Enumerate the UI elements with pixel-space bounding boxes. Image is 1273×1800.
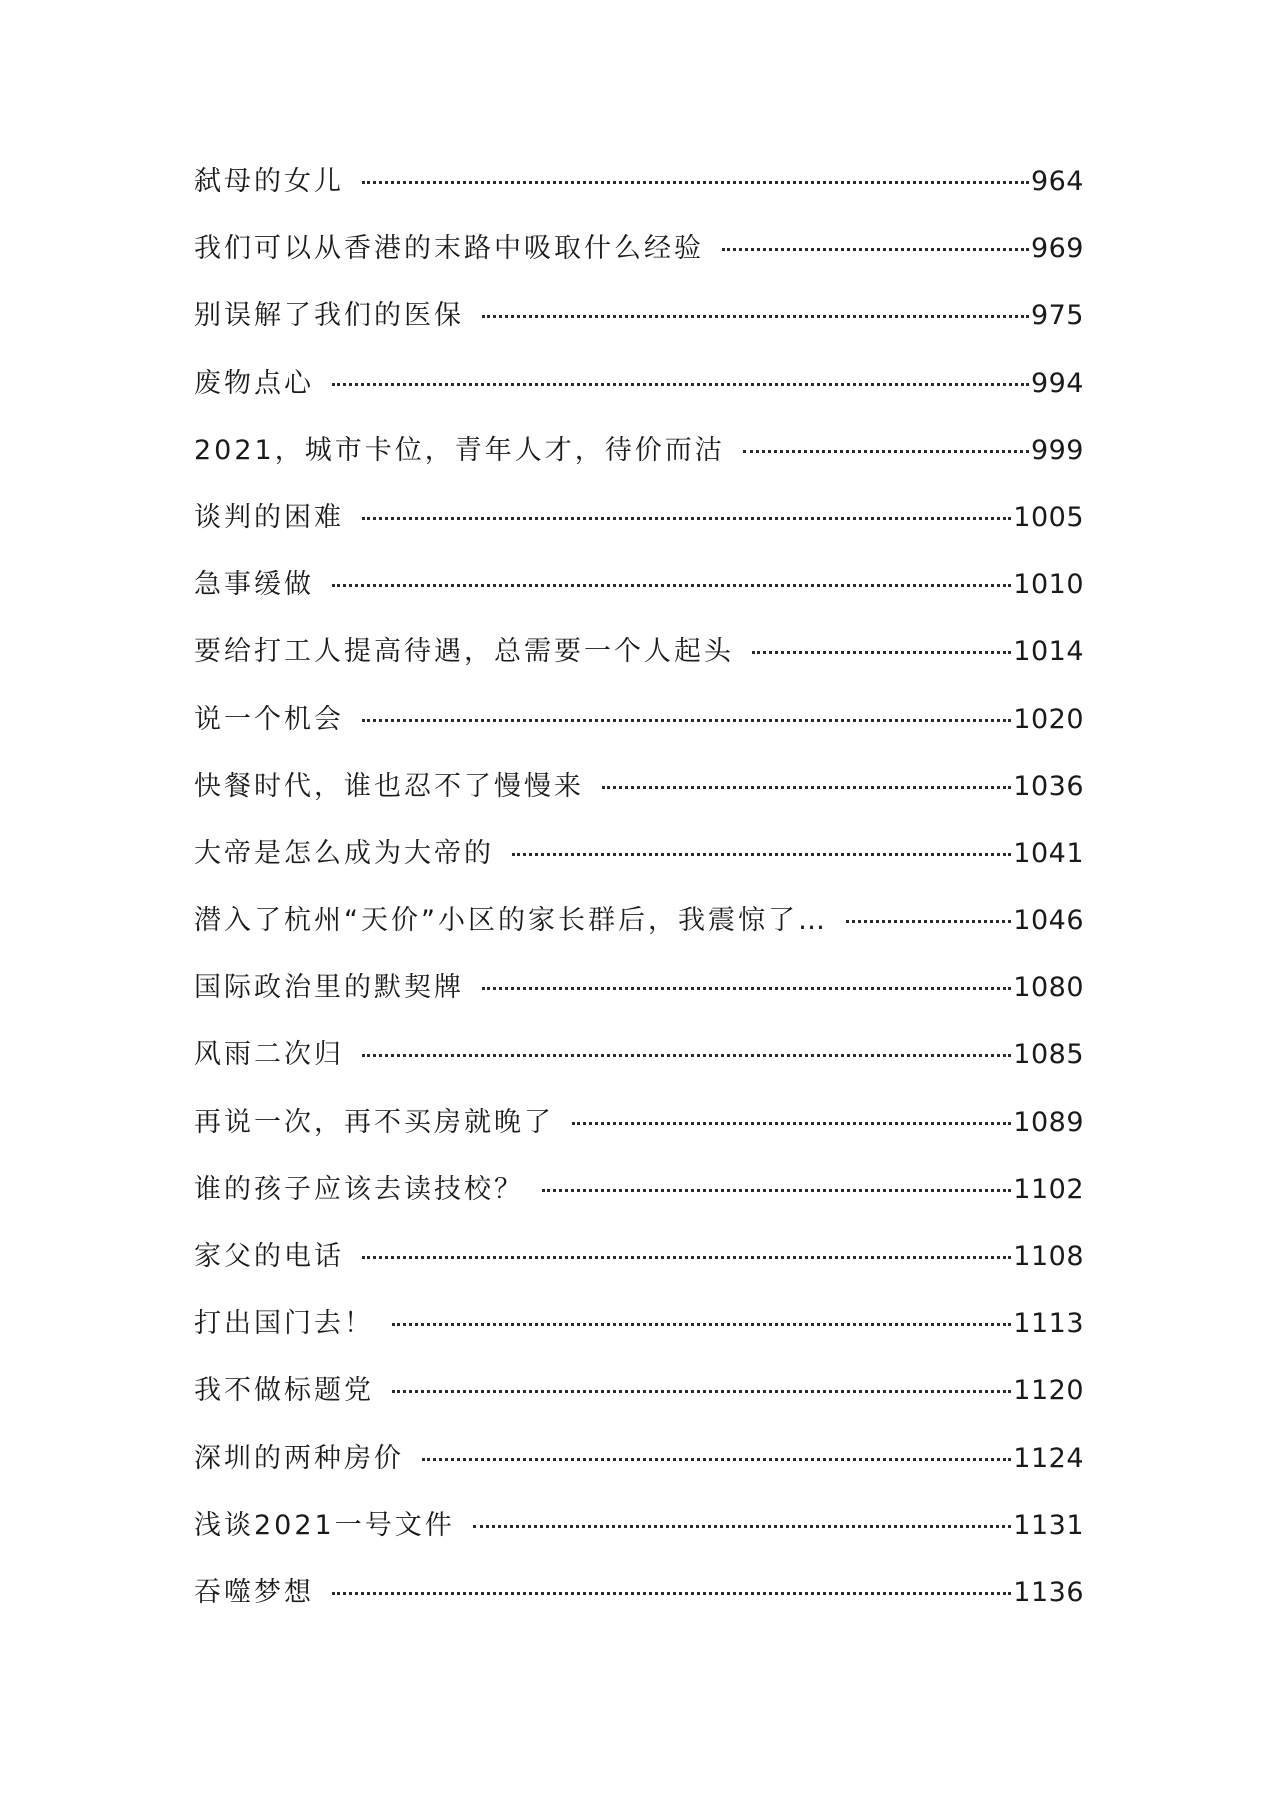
toc-entry[interactable]	[194, 968, 1084, 1035]
toc-entry[interactable]	[194, 1237, 1084, 1304]
dot-leader	[542, 1189, 1011, 1192]
toc-entry-title: 再说一次，再不买房就晚了	[194, 1106, 554, 1138]
dot-leader	[722, 248, 1029, 251]
dot-leader	[422, 1458, 1011, 1461]
toc-entry-title: 家父的电话	[194, 1241, 344, 1272]
toc-entry-title: 浅谈2021一号文件	[194, 1509, 455, 1541]
dot-leader	[362, 719, 1011, 722]
toc-entry[interactable]	[194, 700, 1084, 767]
table-of-contents	[194, 162, 1084, 1640]
dot-leader	[332, 383, 1029, 386]
dot-leader	[482, 315, 1029, 318]
toc-entry-title: 急事缓做	[194, 569, 314, 601]
dot-leader	[743, 450, 1029, 453]
dot-leader	[332, 584, 1011, 587]
toc-entry[interactable]	[194, 1506, 1084, 1573]
toc-entry-page-number: 1136	[1013, 1576, 1084, 1608]
dot-leader	[752, 651, 1011, 654]
dot-leader	[392, 1390, 1011, 1393]
toc-entry-page-number: 1113	[1013, 1308, 1084, 1340]
toc-entry-title: 别误解了我们的医保	[194, 300, 464, 332]
toc-entry-title: 我不做标题党	[194, 1375, 374, 1407]
toc-entry[interactable]	[194, 632, 1084, 699]
toc-entry-title: 深圳的两种房价	[194, 1442, 404, 1474]
toc-entry-page-number: 1005	[1013, 501, 1084, 533]
dot-leader	[512, 853, 1011, 856]
dot-leader	[392, 1323, 1011, 1326]
dot-leader	[473, 1525, 1012, 1528]
toc-entry[interactable]	[194, 1439, 1084, 1506]
toc-entry-title: 我们可以从香港的末路中吸取什么经验	[194, 233, 704, 265]
dot-leader	[572, 1122, 1011, 1125]
toc-entry[interactable]	[194, 296, 1084, 363]
toc-entry[interactable]	[194, 1103, 1084, 1170]
dot-leader	[362, 181, 1029, 184]
toc-entry-page-number: 1080	[1013, 972, 1084, 1004]
toc-entry[interactable]	[194, 498, 1084, 565]
toc-entry-title: 打出国门去！	[194, 1308, 374, 1340]
toc-entry-page-number: 969	[1030, 233, 1084, 265]
toc-entry-page-number: 1089	[1013, 1106, 1084, 1138]
dot-leader	[362, 1054, 1011, 1057]
toc-entry-title: 弑母的女儿	[194, 166, 344, 197]
toc-entry-page-number: 1046	[1013, 905, 1084, 937]
toc-entry-page-number: 975	[1030, 300, 1084, 332]
toc-entry-title: 风雨二次归	[194, 1039, 344, 1071]
toc-entry-title: 2021，城市卡位，青年人才，待价而沽	[194, 434, 725, 466]
dot-leader	[362, 517, 1011, 520]
toc-entry-page-number: 1102	[1013, 1173, 1084, 1205]
toc-entry[interactable]	[194, 901, 1084, 968]
toc-entry[interactable]	[194, 834, 1084, 901]
toc-entry-title: 说一个机会	[194, 703, 344, 735]
toc-entry-title: 谁的孩子应该去读技校？	[194, 1173, 524, 1205]
toc-entry-title: 潜入了杭州“天价”小区的家长群后，我震惊了…	[194, 905, 828, 937]
toc-entry-page-number: 1124	[1013, 1442, 1084, 1474]
toc-entry-page-number: 964	[1030, 166, 1084, 197]
dot-leader	[482, 987, 1011, 990]
toc-entry-page-number: 994	[1030, 367, 1084, 399]
toc-entry[interactable]	[194, 1304, 1084, 1371]
dot-leader	[846, 920, 1011, 923]
toc-entry[interactable]	[194, 162, 1084, 229]
toc-entry-page-number: 1120	[1013, 1375, 1084, 1407]
toc-entry[interactable]	[194, 1170, 1084, 1237]
toc-entry-page-number: 1014	[1013, 636, 1084, 668]
toc-entry-page-number: 1041	[1013, 837, 1084, 869]
toc-entry[interactable]	[194, 767, 1084, 834]
toc-entry-page-number: 1036	[1013, 770, 1084, 802]
toc-entry-title: 快餐时代，谁也忍不了慢慢来	[194, 770, 584, 802]
toc-entry-title: 谈判的困难	[194, 501, 344, 533]
toc-entry-page-number: 1131	[1013, 1509, 1084, 1541]
toc-entry-page-number: 1020	[1013, 703, 1084, 735]
toc-entry-title: 大帝是怎么成为大帝的	[194, 837, 494, 869]
dot-leader	[362, 1256, 1011, 1259]
toc-entry-page-number: 999	[1030, 434, 1084, 466]
toc-entry[interactable]	[194, 364, 1084, 431]
toc-entry-title: 吞噬梦想	[194, 1576, 314, 1608]
dot-leader	[602, 786, 1011, 789]
dot-leader	[332, 1592, 1011, 1595]
toc-entry-title: 废物点心	[194, 367, 314, 399]
toc-entry[interactable]	[194, 431, 1084, 498]
toc-entry-page-number: 1108	[1013, 1241, 1084, 1272]
toc-entry[interactable]	[194, 1371, 1084, 1438]
toc-entry[interactable]	[194, 1573, 1084, 1640]
toc-entry-page-number: 1085	[1013, 1039, 1084, 1071]
toc-entry-title: 要给打工人提高待遇，总需要一个人起头	[194, 636, 734, 668]
toc-entry-title: 国际政治里的默契牌	[194, 972, 464, 1004]
toc-entry[interactable]	[194, 1035, 1084, 1102]
toc-entry[interactable]	[194, 229, 1084, 296]
toc-entry-page-number: 1010	[1013, 569, 1084, 601]
toc-entry[interactable]	[194, 565, 1084, 632]
